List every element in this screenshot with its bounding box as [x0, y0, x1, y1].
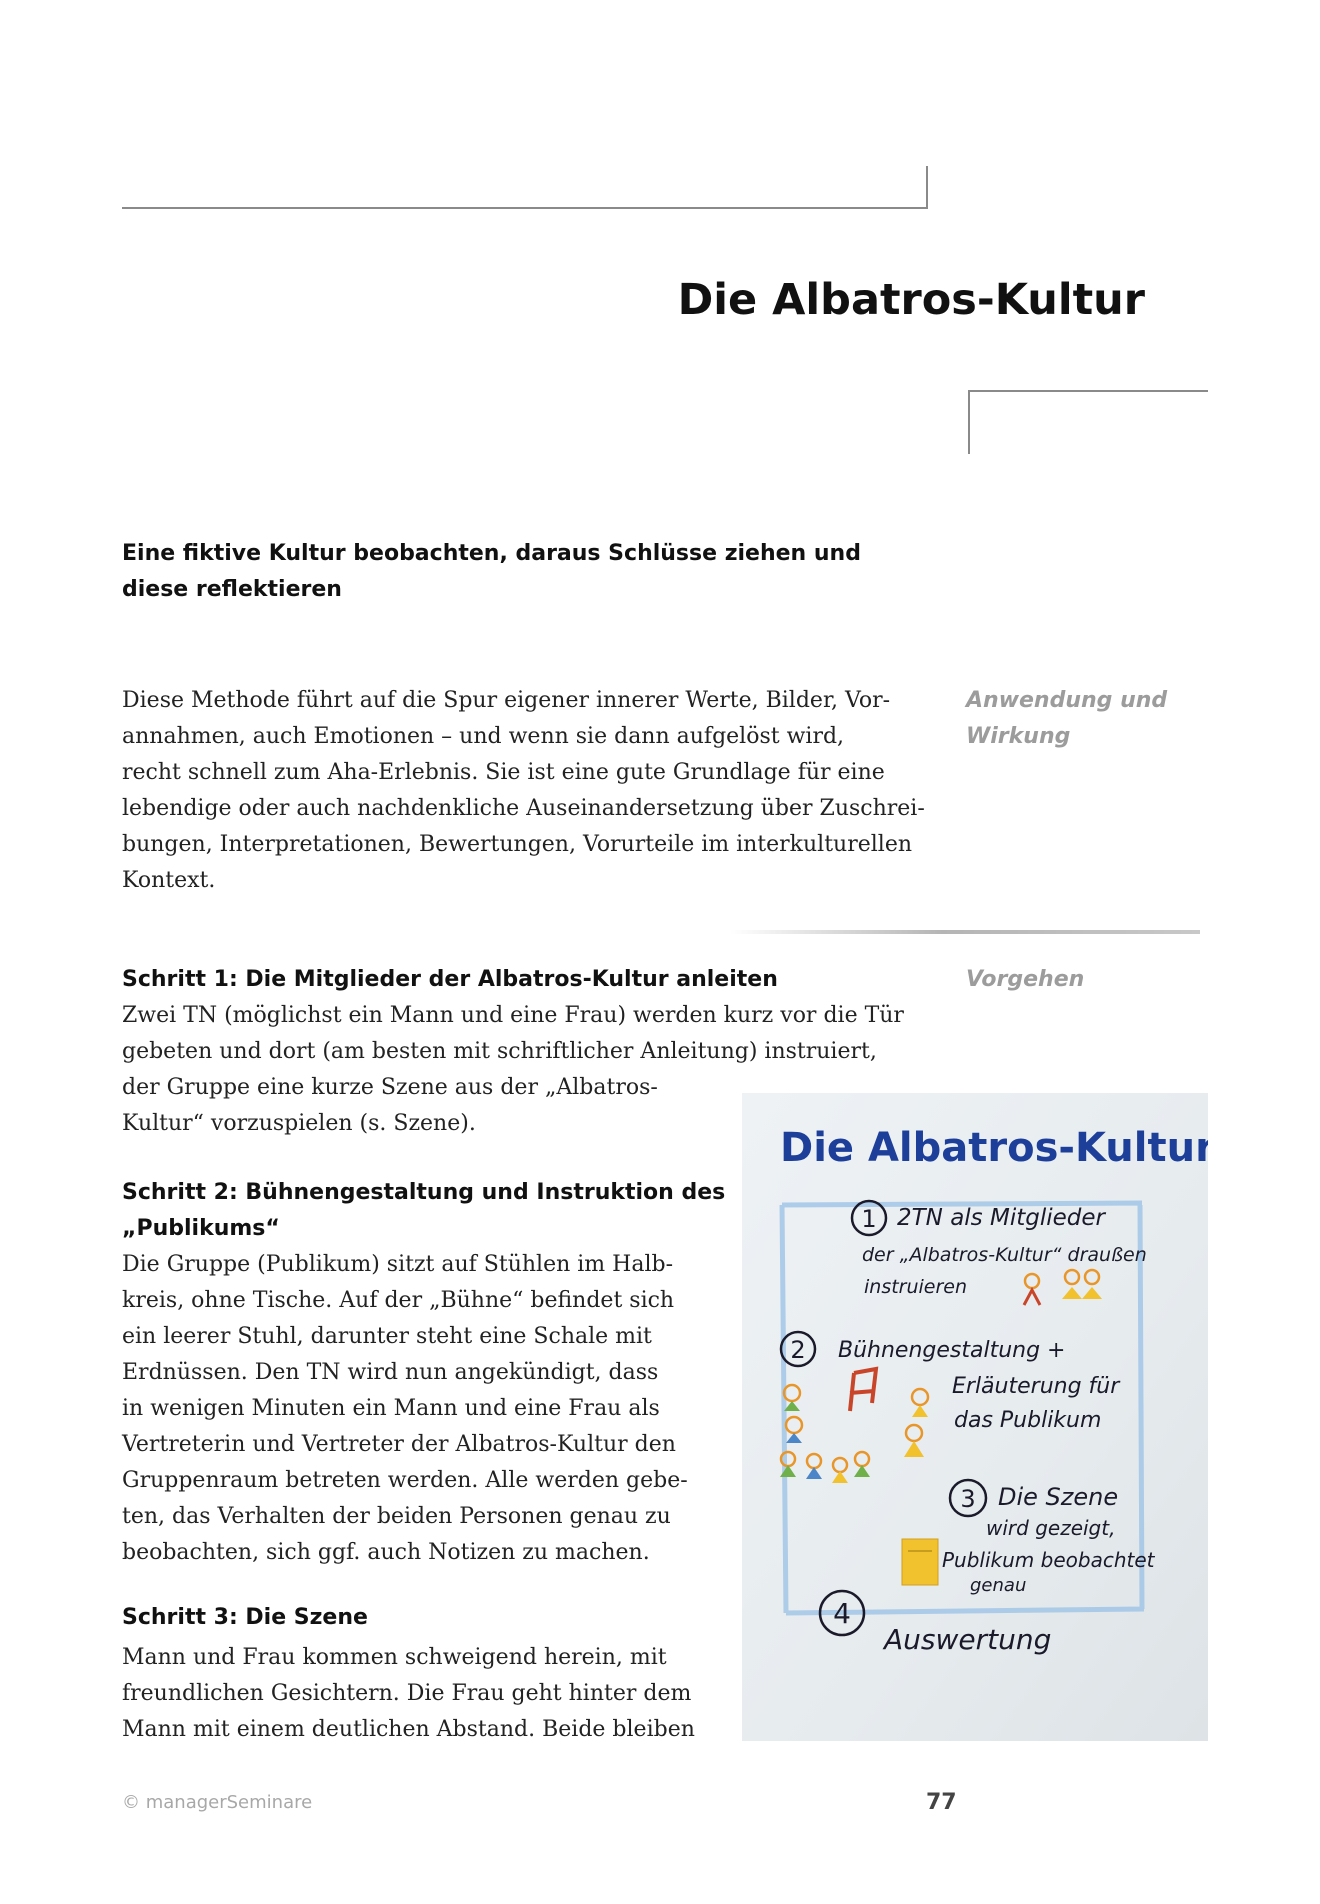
- item-number: 1: [861, 1205, 877, 1233]
- text-line: Mann mit einem deutlichen Abstand. Beide bleiben: [122, 1717, 695, 1742]
- margin-label-application: [966, 683, 1167, 755]
- text-line: Mann und Frau kommen schweigend herein, mit: [122, 1645, 667, 1670]
- flip-text: Auswertung: [884, 1623, 1052, 1656]
- text-line: Kultur“ vorzuspielen (s. Szene).: [122, 1111, 476, 1136]
- margin-label-line: Wirkung: [966, 724, 1071, 749]
- text-line: der Gruppe eine kurze Szene aus der „Albatros-: [122, 1075, 658, 1100]
- item-number: 4: [833, 1597, 851, 1630]
- page-title: Die Albatros-Kultur: [677, 275, 1145, 325]
- notepad-icon: [902, 1539, 938, 1585]
- copyright: © managerSeminare: [122, 1792, 313, 1813]
- text-line: Zwei TN (möglichst ein Mann und eine Frau) werden kurz vor die Tür: [122, 1003, 904, 1028]
- top-rule: [122, 207, 928, 209]
- text-line: freundlichen Gesichtern. Die Frau geht hinter dem: [122, 1681, 692, 1706]
- step3-block: [122, 1600, 742, 1748]
- flip-text: das Publikum: [954, 1408, 1102, 1433]
- text-line: Erdnüssen. Den TN wird nun angekündigt, dass: [122, 1360, 659, 1385]
- flip-text: instruieren: [864, 1276, 968, 1298]
- text-line: recht schnell zum Aha-Erlebnis. Sie ist eine gute Grundlage für eine: [122, 760, 885, 785]
- page-subtitle: Eine fiktive Kultur beobachten, daraus Schlüsse ziehen und diese reflektieren: [122, 541, 861, 602]
- section-divider: [730, 930, 1200, 934]
- text-line: in wenigen Minuten ein Mann und eine Frau als: [122, 1396, 660, 1421]
- flip-text: Publikum beobachtet: [942, 1548, 1155, 1572]
- text-line: gebeten und dort (am besten mit schriftlicher Anleitung) instruiert,: [122, 1039, 877, 1064]
- flip-text: Die Szene: [998, 1483, 1119, 1511]
- item-number: 3: [960, 1485, 976, 1513]
- step3-heading: Schritt 3: Die Szene: [122, 1605, 368, 1630]
- step2-block: [122, 1175, 742, 1571]
- text-line: bungen, Interpretationen, Bewertungen, Vorurteile im interkulturellen: [122, 832, 913, 857]
- page-number: 77: [926, 1790, 957, 1815]
- text-line: annahmen, auch Emotionen – und wenn sie dann aufgelöst wird,: [122, 724, 845, 749]
- text-line: Diese Methode führt auf die Spur eigener innerer Werte, Bilder, Vor-: [122, 688, 891, 713]
- text-line: beobachten, sich ggf. auch Notizen zu machen.: [122, 1540, 650, 1565]
- text-line: lebendige oder auch nachdenkliche Auseinandersetzung über Zuschrei-: [122, 796, 925, 821]
- flipchart-title: Die Albatros-Kultur: [780, 1125, 1208, 1171]
- text-line: Gruppenraum betreten werden. Alle werden gebe-: [122, 1468, 688, 1493]
- flip-text: der „Albatros-Kultur“ draußen: [862, 1244, 1147, 1266]
- text-line: Vertreterin und Vertreter der Albatros-Kultur den: [122, 1432, 676, 1457]
- text-line: kreis, ohne Tische. Auf der „Bühne“ befindet sich: [122, 1288, 675, 1313]
- flipchart-drawing: [742, 1093, 1208, 1741]
- intro-paragraph: [122, 683, 942, 899]
- text-line: ein leerer Stuhl, darunter steht eine Schale mit: [122, 1324, 652, 1349]
- title-corner-rule: [968, 390, 1208, 392]
- text-line: ten, das Verhalten der beiden Personen genau zu: [122, 1504, 671, 1529]
- margin-label-line: Anwendung und: [966, 688, 1168, 713]
- flipchart-photo: [742, 1093, 1208, 1741]
- text-line: Die Gruppe (Publikum) sitzt auf Stühlen im Halb-: [122, 1252, 673, 1277]
- step2-heading-line: Schritt 2: Bühnengestaltung und Instruktion des: [122, 1180, 726, 1205]
- text-line: Kontext.: [122, 868, 216, 893]
- top-rule-tick: [926, 166, 928, 208]
- step2-heading-line: „Publikums“: [122, 1216, 280, 1241]
- flip-text: wird gezeigt,: [986, 1516, 1116, 1540]
- flip-text: genau: [970, 1575, 1027, 1596]
- title-corner-tick: [968, 390, 970, 454]
- item-number: 2: [790, 1336, 806, 1364]
- flip-text: Bühnengestaltung +: [838, 1338, 1066, 1363]
- flip-text: Erläuterung für: [952, 1374, 1120, 1399]
- flip-text: 2TN als Mitglieder: [897, 1205, 1105, 1231]
- margin-label-procedure: Vorgehen: [966, 967, 1085, 992]
- step1-heading: Schritt 1: Die Mitglieder der Albatros-Kultur anleiten: [122, 967, 778, 992]
- step2-heading: [122, 1175, 742, 1247]
